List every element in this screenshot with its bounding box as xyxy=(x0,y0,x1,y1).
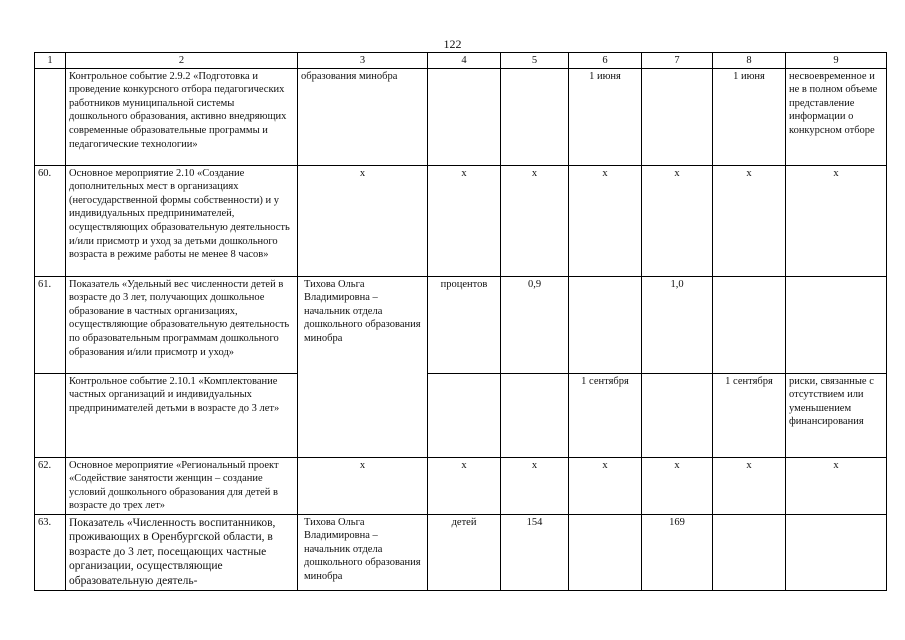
table-row xyxy=(35,514,887,590)
row-col7: 1,0 xyxy=(642,276,713,373)
row-col8 xyxy=(713,276,786,373)
row-col8: 1 сентября xyxy=(713,373,786,457)
row-unit: х xyxy=(428,457,501,514)
row-col8 xyxy=(713,514,786,590)
row-description: Контрольное событие 2.10.1 «Комплектование частных организаций и индивидуальных предпринимателей детьми в возрасте до 3 лет» xyxy=(66,373,298,457)
row-responsible: Тихова Ольга Владимировна – начальник отдела дошкольного образования минобра xyxy=(298,514,428,590)
row-number xyxy=(35,68,66,165)
table-row xyxy=(35,457,887,514)
header-cell: 3 xyxy=(298,53,428,69)
row-col5: 154 xyxy=(501,514,569,590)
row-unit xyxy=(428,68,501,165)
row-col7: 169 xyxy=(642,514,713,590)
row-unit xyxy=(428,373,501,457)
row-col5: х xyxy=(501,457,569,514)
row-col6: х xyxy=(569,165,642,276)
header-cell: 8 xyxy=(713,53,786,69)
row-risk xyxy=(786,276,887,373)
row-risk xyxy=(786,514,887,590)
row-col6: х xyxy=(569,457,642,514)
header-cell: 4 xyxy=(428,53,501,69)
row-col8: х xyxy=(713,457,786,514)
plan-table xyxy=(34,52,887,591)
header-cell: 6 xyxy=(569,53,642,69)
row-description: Основное мероприятие 2.10 «Создание дополнительных мест в организациях (негосударственной формы собственности) и у индивидуальных предпринимателей, осуществляющих образовательную деятельность и/или присмотр и уход за детьми дошкольного возраста в режиме работы не менее 8 часов» xyxy=(66,165,298,276)
row-responsible: Тихова Ольга Владимировна – начальник отдела дошкольного образования минобра xyxy=(298,276,428,457)
row-description: Показатель «Численность воспитанников, проживающих в Оренбургской области, в возрасте до 3 лет, посещающих частные организации, осуществляющие образовательную деятель- xyxy=(66,514,298,590)
row-col7: х xyxy=(642,165,713,276)
row-description: Основное мероприятие «Региональный проект «Содействие занятости женщин – создание условий дошкольного образования для детей в возрасте до трех лет» xyxy=(66,457,298,514)
row-col6: 1 сентября xyxy=(569,373,642,457)
row-number: 63. xyxy=(35,514,66,590)
table-row xyxy=(35,165,887,276)
row-responsible: х xyxy=(298,165,428,276)
row-col7 xyxy=(642,373,713,457)
table-row xyxy=(35,276,887,373)
row-col5: 0,9 xyxy=(501,276,569,373)
row-unit: процентов xyxy=(428,276,501,373)
row-risk: х xyxy=(786,457,887,514)
row-number: 61. xyxy=(35,276,66,373)
row-col6 xyxy=(569,276,642,373)
row-col7: х xyxy=(642,457,713,514)
row-col8: 1 июня xyxy=(713,68,786,165)
row-responsible: х xyxy=(298,457,428,514)
row-col5: х xyxy=(501,165,569,276)
row-responsible: образования минобра xyxy=(298,68,428,165)
row-risk: несвоевременное и не в полном объеме представление информации о конкурсном отборе xyxy=(786,68,887,165)
row-number xyxy=(35,373,66,457)
header-cell: 1 xyxy=(35,53,66,69)
table-row xyxy=(35,68,887,165)
row-col8: х xyxy=(713,165,786,276)
row-col6 xyxy=(569,514,642,590)
header-cell: 5 xyxy=(501,53,569,69)
row-col5 xyxy=(501,373,569,457)
header-cell: 7 xyxy=(642,53,713,69)
row-col6: 1 июня xyxy=(569,68,642,165)
row-col7 xyxy=(642,68,713,165)
row-number: 60. xyxy=(35,165,66,276)
header-row xyxy=(35,53,887,69)
row-number: 62. xyxy=(35,457,66,514)
header-cell: 2 xyxy=(66,53,298,69)
header-cell: 9 xyxy=(786,53,887,69)
row-description: Контрольное событие 2.9.2 «Подготовка и проведение конкурсного отбора педагогических работников муниципальной системы дошкольного образования, активно внедряющих современные образовательные программы и педагогические технологии» xyxy=(66,68,298,165)
row-risk: риски, связанные с отсутствием или уменьшением финансирования xyxy=(786,373,887,457)
row-col5 xyxy=(501,68,569,165)
row-unit: х xyxy=(428,165,501,276)
row-risk: х xyxy=(786,165,887,276)
page-number: 122 xyxy=(443,37,462,51)
table-row xyxy=(35,373,887,457)
row-description: Показатель «Удельный вес численности детей в возрасте до 3 лет, получающих дошкольное образование в частных организациях, осуществляющие образовательную деятельность по образовательным программам дошкольного образования и/или присмотр и уход» xyxy=(66,276,298,373)
row-unit: детей xyxy=(428,514,501,590)
